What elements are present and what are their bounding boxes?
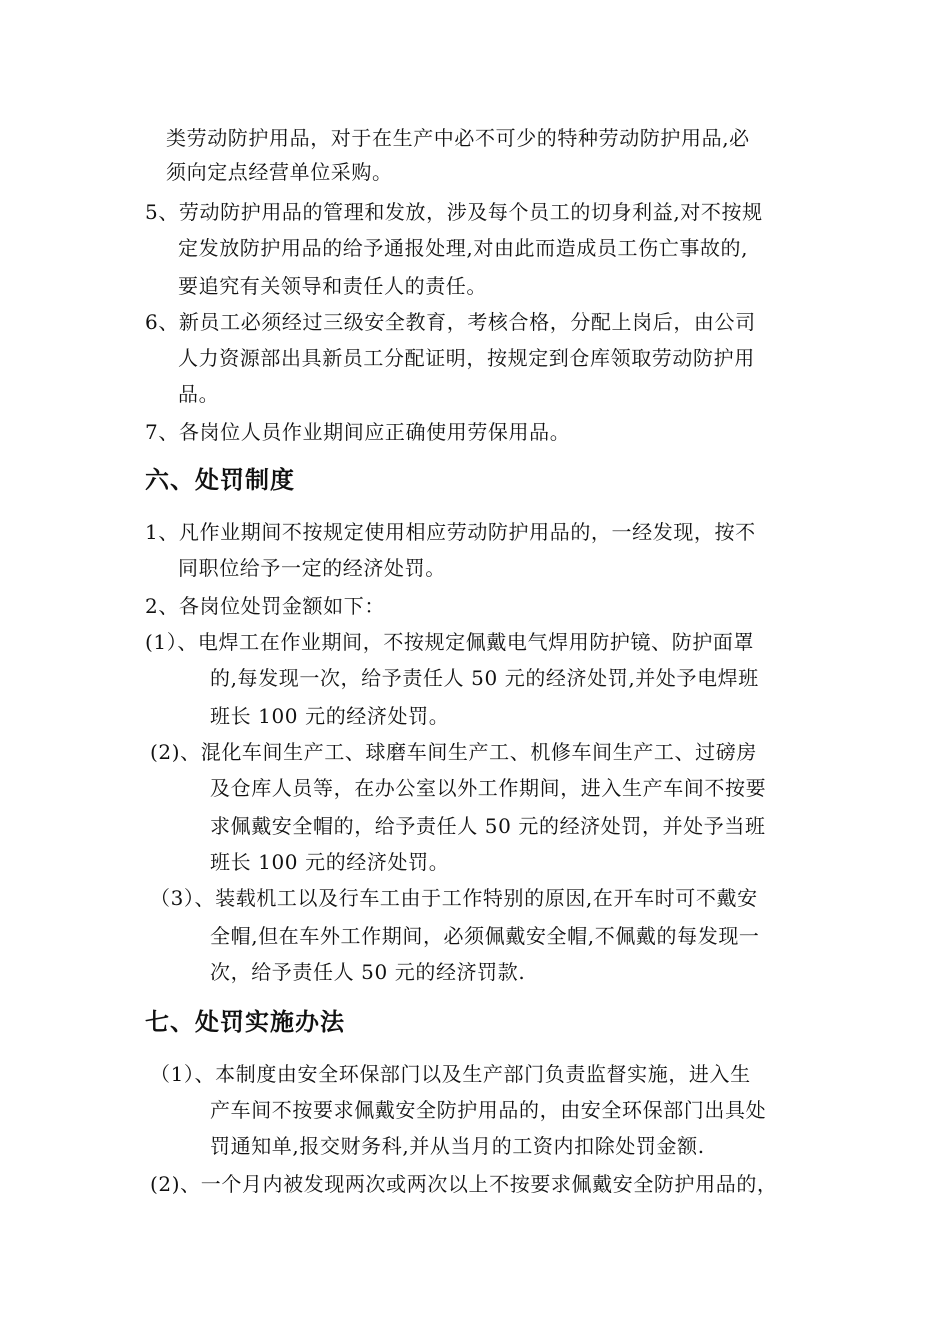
section6-sub2-line3: 求佩戴安全帽的，给予责任人 50 元的经济处罚，并处予当班 [210,814,766,838]
section7-sub2-line1: (2)、一个月内被发现两次或两次以上不按要求佩戴安全防护用品的， [150,1172,778,1196]
item6-line1: 6、新员工必须经过三级安全教育，考核合格，分配上岗后，由公司 [145,310,756,334]
section6-item2-line1: 2、各岗位处罚金额如下： [145,594,385,618]
section6-sub2-line2: 及仓库人员等，在办公室以外工作期间，进入生产车间不按要 [210,776,767,800]
section6-sub1-line2: 的,每发现一次，给予责任人 50 元的经济处罚,并处予电焊班 [210,666,759,690]
section7-heading: 七、处罚实施办法 [145,1008,345,1036]
item4-continuation-line1: 类劳动防护用品，对于在生产中必不可少的特种劳动防护用品,必 [166,126,750,150]
section6-sub3-line1: （3）、装载机工以及行车工由于工作特别的原因,在开车时可不戴安 [150,886,758,910]
section6-sub1-line3: 班长 100 元的经济处罚。 [210,704,450,728]
section6-sub2-line4: 班长 100 元的经济处罚。 [210,850,450,874]
item5-line1: 5、劳动防护用品的管理和发放，涉及每个员工的切身利益,对不按规 [145,200,763,224]
item5-line2: 定发放防护用品的给予通报处理,对由此而造成员工伤亡事故的, [178,236,749,260]
item6-line2: 人力资源部出具新员工分配证明，按规定到仓库领取劳动防护用 [178,346,755,370]
section7-sub1-line1: （1）、本制度由安全环保部门以及生产部门负责监督实施，进入生 [150,1062,751,1086]
section6-item1-line2: 同职位给予一定的经济处罚。 [178,556,446,580]
section6-item1-line1: 1、凡作业期间不按规定使用相应劳动防护用品的，一经发现，按不 [145,520,756,544]
section7-sub1-line3: 罚通知单,报交财务科,并从当月的工资内扣除处罚金额. [210,1134,705,1158]
item5-line3: 要追究有关领导和责任人的责任。 [178,274,487,298]
section6-sub1-line1: (1）、电焊工在作业期间，不按规定佩戴电气焊用防护镜、防护面罩 [145,630,755,654]
item7-line1: 7、各岗位人员作业期间应正确使用劳保用品。 [145,420,571,444]
section6-sub2-line1: (2)、混化车间生产工、球磨车间生产工、机修车间生产工、过磅房 [150,740,757,764]
item6-line3: 品。 [178,382,220,406]
section7-sub1-line2: 产车间不按要求佩戴安全防护用品的，由安全环保部门出具处 [210,1098,767,1122]
section6-sub3-line3: 次，给予责任人 50 元的经济罚款. [210,960,526,984]
section6-heading: 六、处罚制度 [145,466,295,494]
section6-sub3-line2: 全帽,但在车外工作期间，必须佩戴安全帽,不佩戴的每发现一 [210,924,760,948]
item4-continuation-line2: 须向定点经营单位采购。 [166,160,393,184]
